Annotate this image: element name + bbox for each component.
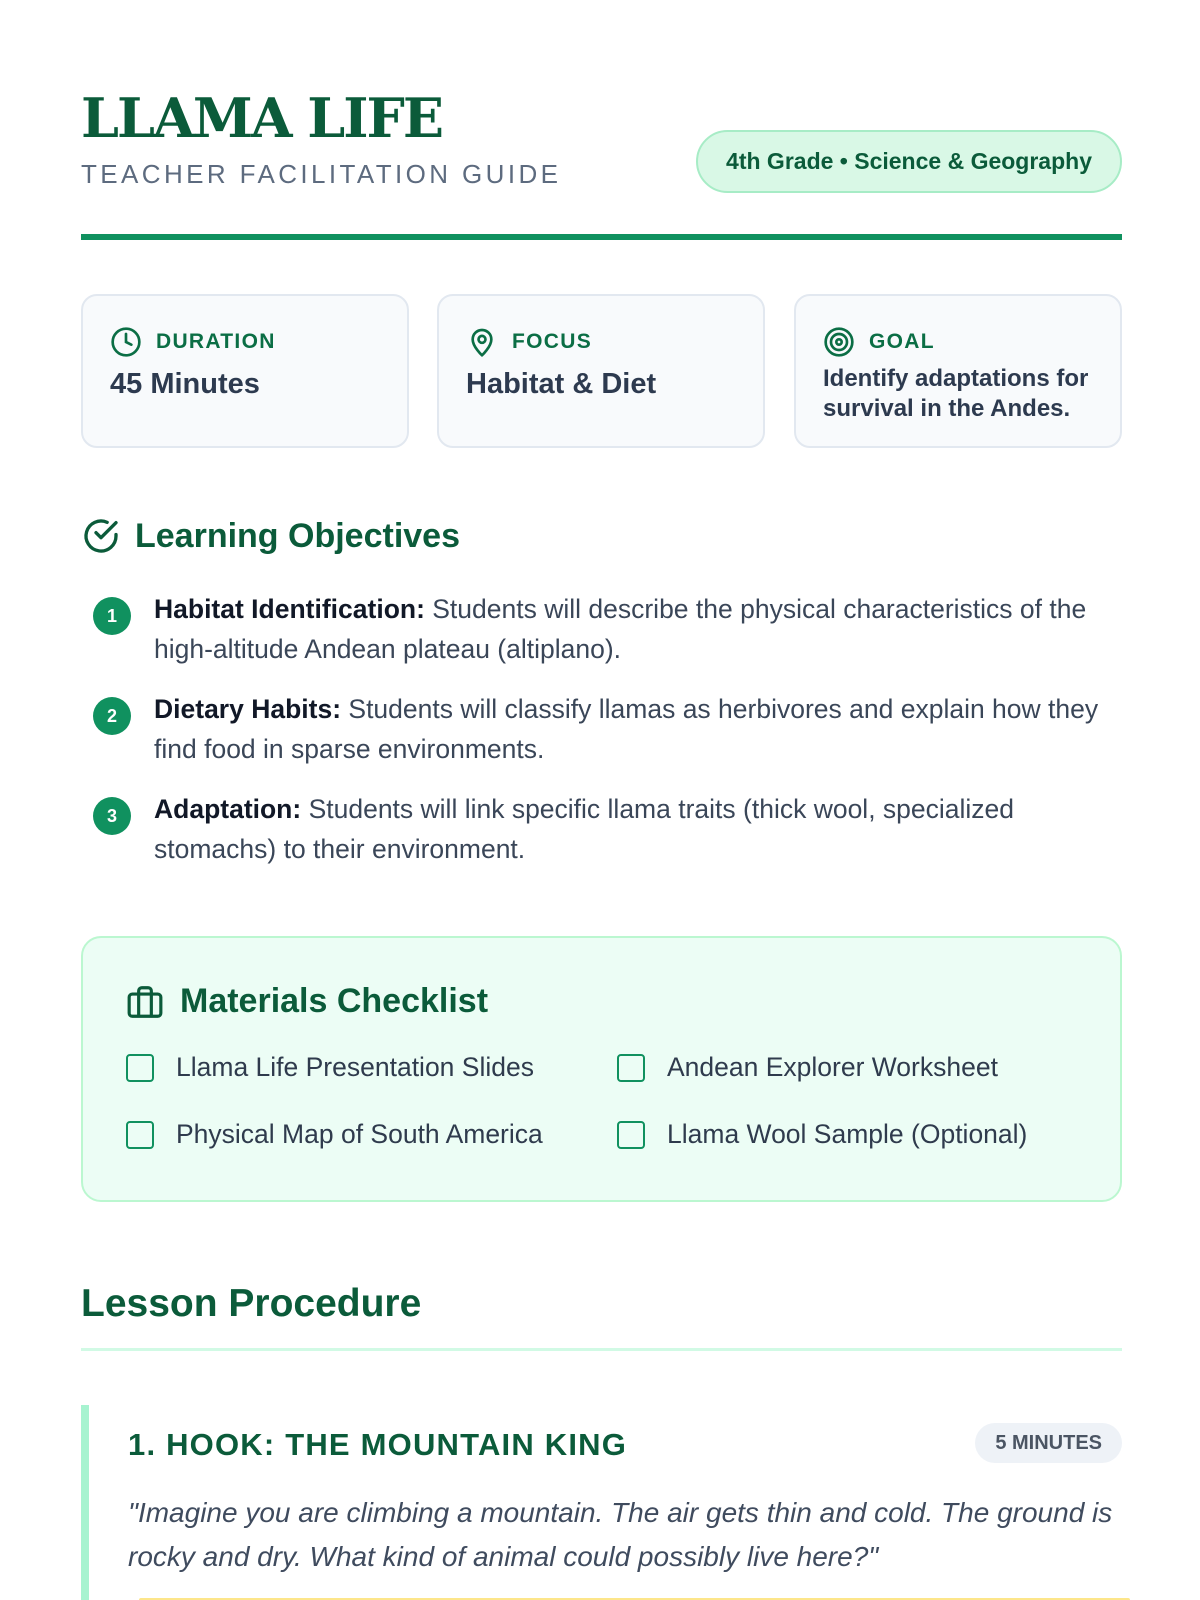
material-label: Andean Explorer Worksheet	[667, 1052, 998, 1082]
page-title: LLAMA LIFE	[81, 86, 443, 150]
objective-number: 1	[93, 597, 131, 635]
briefcase-icon	[126, 983, 164, 1021]
objectives-heading	[81, 516, 460, 556]
objective-title: Dietary Habits:	[154, 694, 342, 724]
goal-label: GOAL	[869, 330, 935, 353]
duration-card	[81, 294, 409, 448]
material-checkbox[interactable]	[617, 1121, 645, 1149]
lesson-guide-page	[81, 0, 1122, 1600]
materials-checklist	[81, 936, 1122, 1202]
material-item[interactable]	[126, 1052, 534, 1083]
material-checkbox[interactable]	[617, 1054, 645, 1082]
target-icon	[823, 326, 855, 358]
material-item[interactable]	[126, 1119, 543, 1150]
objective-number: 2	[93, 697, 131, 735]
objectives-title: Learning Objectives	[135, 516, 460, 555]
procedure-heading: Lesson Procedure	[81, 1282, 422, 1325]
material-item[interactable]	[617, 1052, 998, 1083]
objective-body: Students will link specific llama traits (thick wool, specialized stomachs) to their environment.	[154, 794, 1015, 864]
objective-title: Adaptation:	[154, 794, 302, 824]
material-checkbox[interactable]	[126, 1121, 154, 1149]
page-subtitle: TEACHER FACILITATION GUIDE	[81, 159, 562, 189]
focus-card	[437, 294, 765, 448]
duration-value: 45 Minutes	[110, 368, 260, 400]
goal-card	[794, 294, 1122, 448]
procedure-divider	[81, 1348, 1122, 1351]
step-duration-badge: 5 MINUTES	[975, 1423, 1122, 1463]
focus-label: FOCUS	[512, 330, 592, 353]
objective-item	[81, 789, 1122, 869]
map-pin-icon	[466, 326, 498, 358]
step-quote: "Imagine you are climbing a mountain. The air gets thin and cold. The ground is rocky and dry. What kind of animal could possibly live here?"	[128, 1497, 1113, 1572]
materials-heading	[126, 982, 488, 1021]
material-checkbox[interactable]	[126, 1054, 154, 1082]
material-label: Physical Map of South America	[176, 1119, 543, 1149]
material-item[interactable]	[617, 1119, 1027, 1150]
goal-value: Identify adaptations for survival in the Andes.	[823, 365, 1089, 422]
clock-icon	[110, 326, 142, 358]
objective-body: Students will classify llamas as herbivores and explain how they find food in sparse environments.	[154, 694, 1099, 764]
header-divider	[81, 234, 1122, 240]
objective-text	[154, 789, 1122, 869]
objective-text	[154, 589, 1122, 669]
step-title: 1. HOOK: THE MOUNTAIN KING	[128, 1427, 628, 1462]
objective-title: Habitat Identification:	[154, 594, 425, 624]
duration-label: DURATION	[156, 330, 276, 353]
objective-item	[81, 589, 1122, 669]
objective-body: Students will describe the physical characteristics of the high-altitude Andean plateau (altiplano).	[154, 594, 1087, 664]
procedure-step	[81, 1405, 1122, 1600]
check-circle-icon	[81, 516, 121, 556]
objective-number: 3	[93, 797, 131, 835]
materials-title: Materials Checklist	[180, 982, 489, 1020]
objective-text	[154, 689, 1122, 769]
material-label: Llama Wool Sample (Optional)	[667, 1119, 1028, 1149]
focus-value: Habitat & Diet	[466, 368, 657, 400]
material-label: Llama Life Presentation Slides	[176, 1052, 534, 1082]
objective-item	[81, 689, 1122, 769]
grade-badge: 4th Grade • Science & Geography	[696, 130, 1122, 193]
